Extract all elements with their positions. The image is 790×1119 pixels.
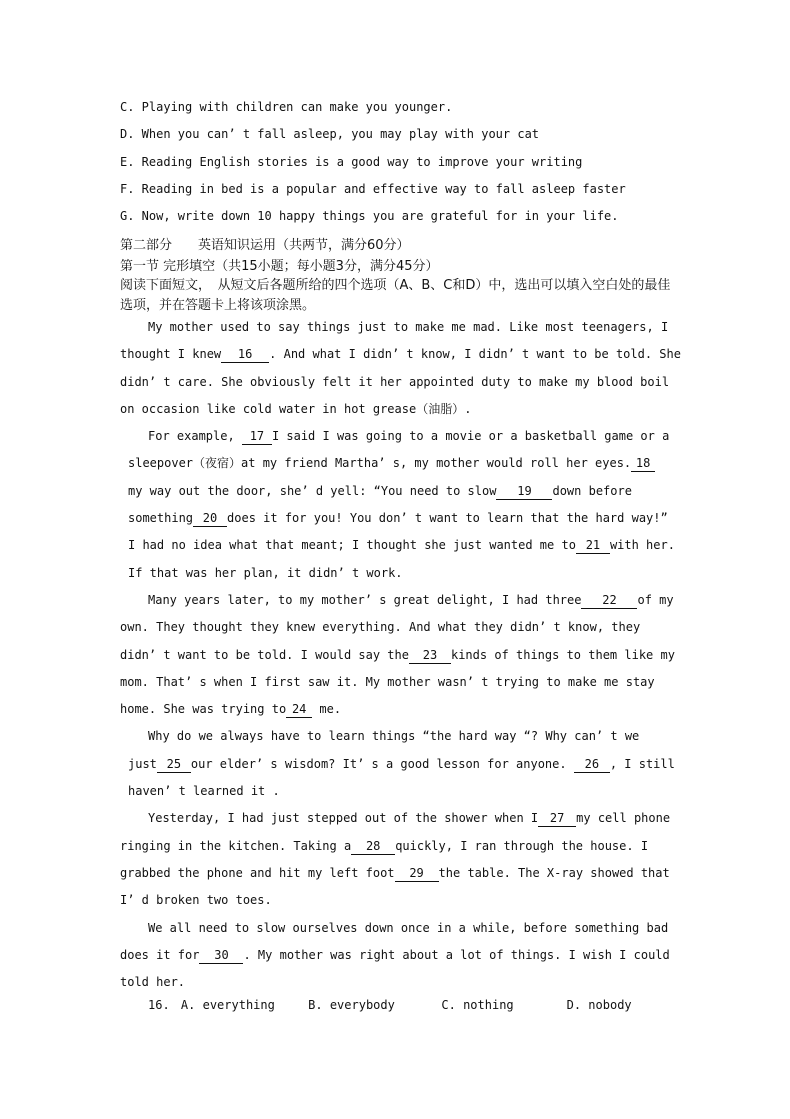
passage-line: own. They thought they knew everything. And what they didn’ t know, they [120, 620, 641, 635]
passage-line: We all need to slow ourselves down once in a while, before something bad [148, 920, 669, 935]
option-e: E. Reading English stories is a good way to improve your writing [120, 155, 583, 169]
question-number: 16. [148, 998, 170, 1012]
passage-line: didn’ t care. She obviously felt it her appointed duty to make my blood boil [120, 374, 670, 389]
blank-22[interactable]: 22 [581, 593, 637, 609]
option-d: D. When you can’ t fall asleep, you may play with your cat [120, 127, 540, 141]
blank-29[interactable]: 29 [395, 866, 439, 882]
blank-26[interactable]: 26 [574, 757, 610, 773]
option-g: G. Now, write down 10 happy things you are grateful for in your life. [120, 209, 619, 223]
passage-line: Many years later, to my mother’ s great delight, I had three 22 of my [148, 592, 674, 607]
passage-line: just 25 our elder’ s wisdom? It’ s a good lesson for anyone. 26 , I still [128, 756, 675, 771]
passage-line: thought I knew 16 . And what I didn’ t know, I didn’ t want to be told. She [120, 347, 681, 362]
option-c[interactable]: C. nothing [441, 998, 514, 1012]
blank-28[interactable]: 28 [351, 839, 395, 855]
passage-line: does it for 30 . My mother was right about a lot of things. I wish I could [120, 947, 670, 962]
blank-27[interactable]: 27 [538, 811, 576, 827]
blank-17[interactable]: 17 [242, 429, 272, 445]
part2-title: 第二部分 英语知识运用（共两节，满分60分） [120, 238, 410, 253]
passage-line: Yesterday, I had just stepped out of the shower when I 27 my cell phone [148, 811, 671, 826]
passage-line: ringing in the kitchen. Taking a 28 quickly, I ran through the house. I [120, 838, 649, 853]
passage-line: sleepover（夜宿）at my friend Martha’ s, my mother would roll her eyes. 18 [120, 450, 671, 477]
question-16 [148, 998, 632, 1012]
option-f: F. Reading in bed is a popular and effective way to fall asleep faster [120, 182, 626, 196]
passage-line: I’ d broken two toes. [120, 893, 272, 908]
passage-line: grabbed the phone and hit my left foot 29 the table. The X-ray showed that [120, 865, 670, 880]
passage-line: didn’ t want to be told. I would say the 23 kinds of things to them like my [120, 647, 675, 662]
passage-line: told her. [120, 975, 186, 990]
instruction: 阅读下面短文， 从短文后各题所给的四个选项（A、B、C和D）中，选出可以填入空白处的最佳选项，并在答题卡上将该项涂黑。 [120, 278, 671, 313]
option-c: C. Playing with children can make you younger. [120, 100, 453, 114]
section1-title: 第一节 完形填空（共15小题；每小题3分，满分45分） [120, 259, 439, 274]
blank-18[interactable]: 18 [631, 456, 655, 472]
blank-19[interactable]: 19 [496, 484, 552, 500]
option-a[interactable]: A. everything [180, 998, 275, 1012]
option-b[interactable]: B. everybody [308, 998, 395, 1012]
blank-21[interactable]: 21 [576, 538, 610, 554]
passage-line: something 20 does it for you! You don’ t want to learn that the hard way!” [128, 511, 668, 526]
cloze-passage [120, 314, 681, 996]
blank-25[interactable]: 25 [157, 757, 191, 773]
passage-line: mom. That’ s when I first saw it. My mother wasn’ t trying to make me stay [120, 674, 655, 689]
passage-line: Why do we always have to learn things “the hard way “? Why can’ t we [148, 729, 640, 744]
passage-line: on occasion like cold water in hot grease（油脂）. [120, 401, 472, 416]
blank-16[interactable]: 16 [221, 347, 269, 363]
passage-line: haven’ t learned it . [128, 784, 280, 799]
blank-24[interactable]: 24 [286, 702, 312, 718]
passage-line: If that was her plan, it didn’ t work. [128, 565, 403, 580]
blank-20[interactable]: 20 [193, 511, 227, 527]
passage-line: home. She was trying to 24 me. [120, 702, 342, 717]
passage-line: I had no idea what that meant; I thought she just wanted me to 21 with her. [128, 538, 675, 553]
option-d[interactable]: D. nobody [566, 998, 632, 1012]
blank-30[interactable]: 30 [199, 948, 243, 964]
passage-line: My mother used to say things just to make me mad. Like most teenagers, I [148, 320, 669, 334]
passage-line: For example, 17 I said I was going to a movie or a basketball game or a [148, 429, 670, 444]
blank-23[interactable]: 23 [409, 648, 451, 664]
passage-line: my way out the door, she’ d yell: “You need to slow 19 down before [128, 483, 632, 498]
